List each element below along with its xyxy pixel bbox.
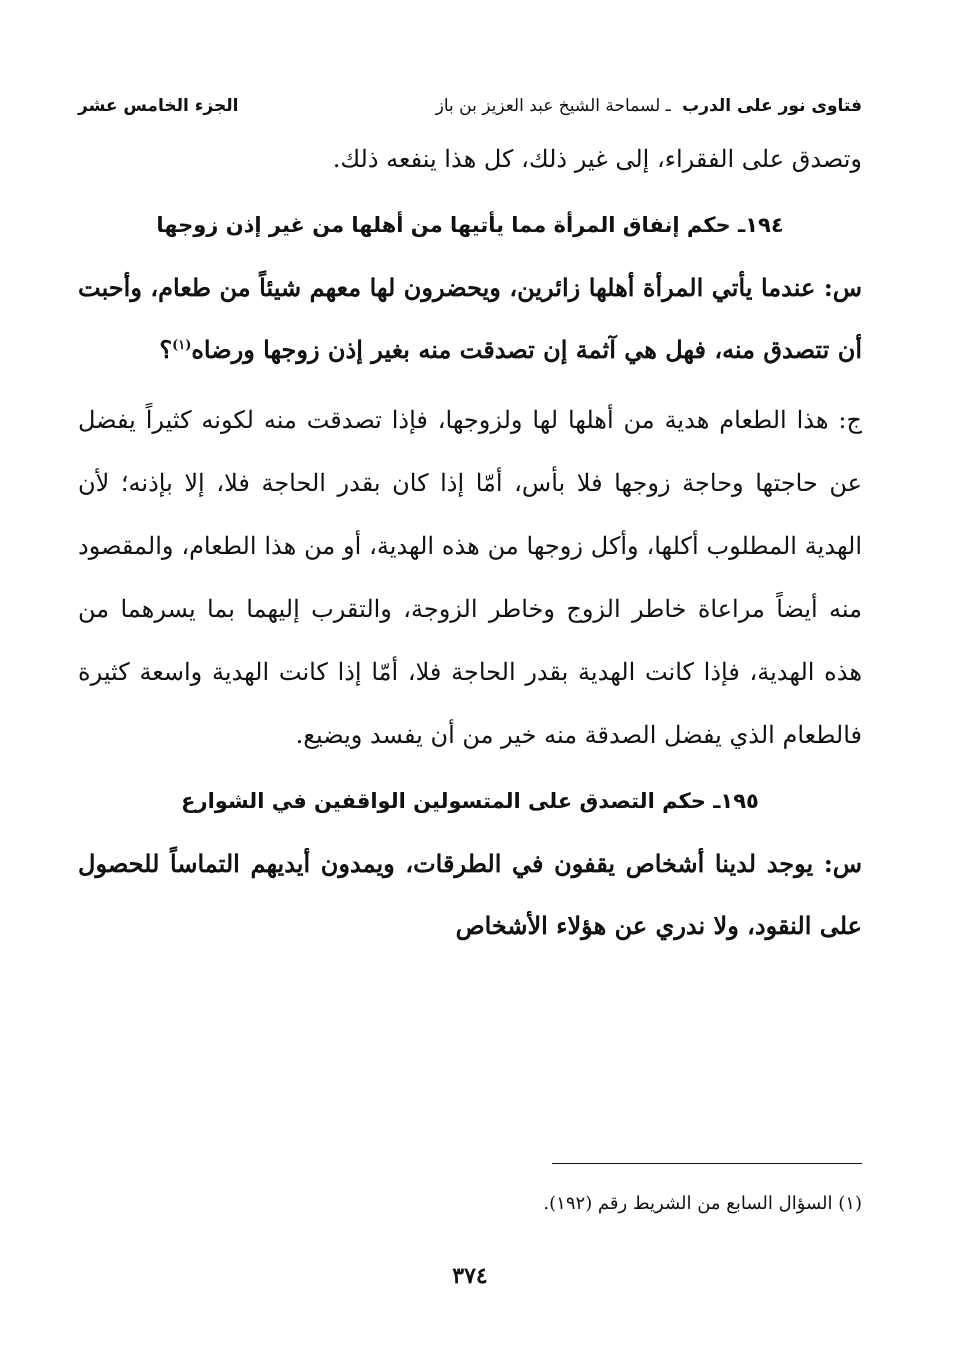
question-194	[78, 257, 862, 381]
running-header-title-group	[436, 88, 862, 124]
question-195: س: يوجد لدينا أشخاص يقفون في الطرقات، ويمدون أيديهم التماساً للحصول على النقود، ولا ندري عن هؤلاء الأشخاص	[78, 849, 862, 940]
section-heading-195: ١٩٥ـ حكم التصدق على المتسولين الواقفين في الشوارع	[181, 789, 759, 813]
running-header	[78, 88, 862, 124]
page-number: ٣٧٤	[452, 1263, 488, 1289]
book-title: فتاوى نور على الدرب	[682, 96, 862, 116]
footnote-divider	[552, 1163, 862, 1164]
footnote: (١) السؤال السابع من الشريط رقم (١٩٢).	[543, 1193, 862, 1214]
section-heading-194: ١٩٤ـ حكم إنفاق المرأة مما يأتيها من أهلها من غير إذن زوجها	[156, 213, 784, 237]
footnote-reference[interactable]: (١)	[172, 338, 192, 353]
continuation-paragraph: وتصدق على الفقراء، إلى غير ذلك، كل هذا ينفعه ذلك.	[332, 145, 862, 173]
answer-194: ج: هذا الطعام هدية من أهلها لها ولزوجها، فإذا تصدقت منه لكونه كثيراً يفضل عن حاجتها وحاجة زوجها فلا بأس، أمّا إذا كان بقدر الحاجة فلا، إلا بإذنه؛ لأن الهدية المطلوب أكلها، وأكل زوجها من هذه الهدية، أو من هذا الطعام، والمقصود منه أيضاً مراعاة خاطر الزوج وخاطر الزوجة، والتقرب إليهما بما يسرهما من هذه الهدية، فإذا كانت الهدية بقدر الحاجة فلا، أمّا إذا كانت الهدية واسعة كثيرة فالطعام الذي يفضل الصدقة منه خير من أن يفسد ويضيع.	[78, 406, 862, 749]
author-name: ـ لسماحة الشيخ عبد العزيز بن باز	[435, 96, 671, 116]
book-page	[78, 88, 862, 1328]
question-mark: ؟	[159, 335, 173, 364]
running-header-volume-group	[78, 88, 254, 124]
question-194-text: س: عندما يأتي المرأة أهلها زائرين، ويحضرون لها معهم شيئاً من طعام، وأحبت أن تتصدق منه، فهل هي آثمة إن تصدقت منه بغير إذن زوجها ورضاه	[78, 273, 862, 364]
volume-label: الجزء الخامس عشر	[78, 96, 239, 116]
